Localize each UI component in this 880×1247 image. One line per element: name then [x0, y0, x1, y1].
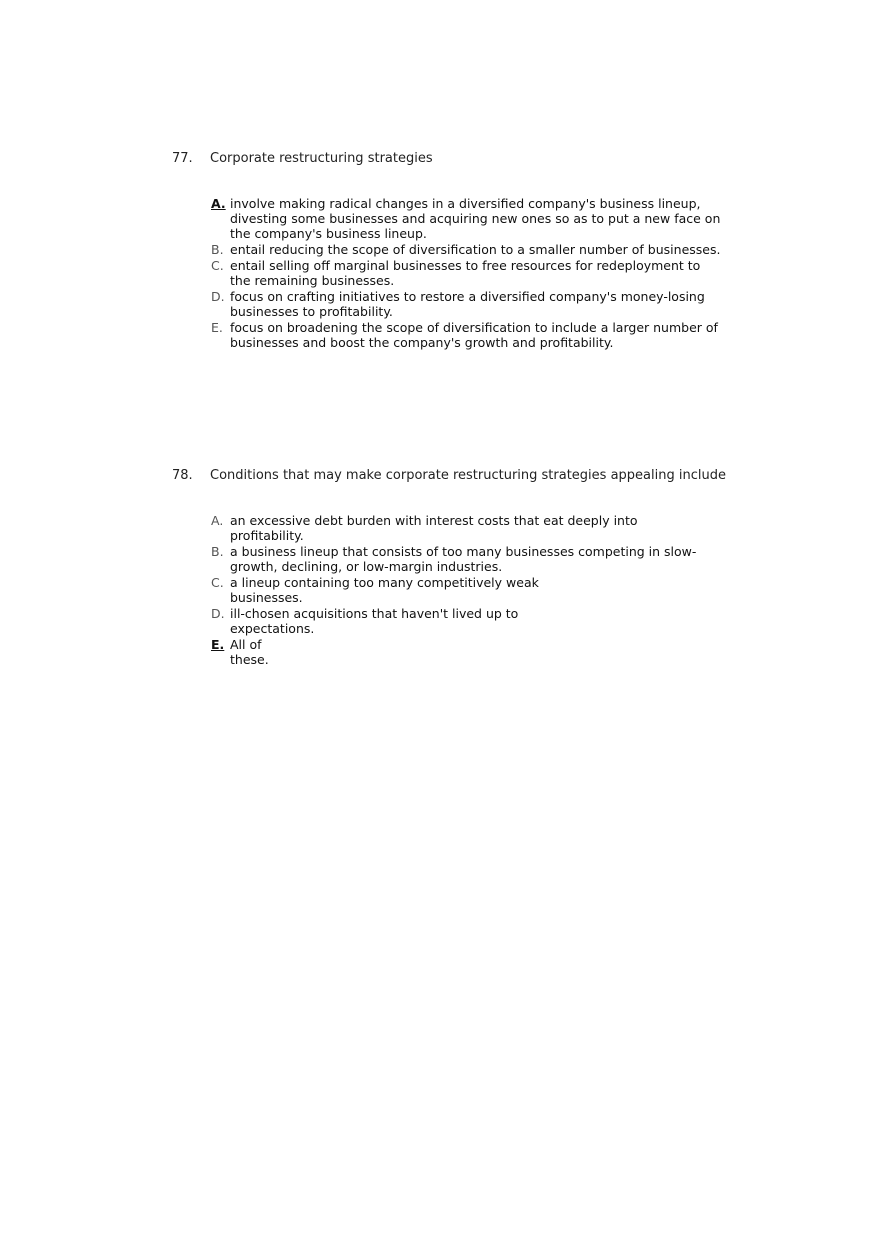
option-letter: E. — [211, 320, 223, 335]
option-text: focus on broadening the scope of diversification to include a larger number of businesses and boost the company's growth and profitability. — [230, 320, 718, 350]
question-stem — [172, 468, 732, 484]
answer-option-e — [211, 637, 732, 667]
answer-option-e — [211, 320, 732, 350]
answer-option-a — [211, 196, 732, 241]
question-77 — [172, 151, 732, 351]
option-letter-correct: A. — [211, 196, 226, 211]
option-letter-correct: E. — [211, 637, 225, 652]
option-text: ill-chosen acquisitions that haven't lived up to expectations. — [230, 606, 519, 636]
answer-option-b — [211, 544, 732, 574]
option-text: entail selling off marginal businesses to free resources for redeployment to the remaining businesses. — [230, 258, 701, 288]
question-text: Corporate restructuring strategies — [210, 151, 433, 166]
option-text: a business lineup that consists of too many businesses competing in slow-growth, declining, or low-margin industries. — [230, 544, 697, 574]
option-letter: B. — [211, 544, 224, 559]
question-text: Conditions that may make corporate restructuring strategies appealing include — [210, 468, 726, 483]
answer-option-b — [211, 242, 732, 257]
option-text: a lineup containing too many competitively weak businesses. — [230, 575, 539, 605]
answer-option-c — [211, 258, 732, 288]
option-letter: C. — [211, 575, 224, 590]
option-letter: C. — [211, 258, 224, 273]
question-number: 77. — [172, 151, 193, 166]
option-letter: D. — [211, 289, 225, 304]
option-letter: D. — [211, 606, 225, 621]
option-letter: B. — [211, 242, 224, 257]
question-number: 78. — [172, 468, 193, 483]
option-letter: A. — [211, 513, 224, 528]
option-text: entail reducing the scope of diversification to a smaller number of businesses. — [230, 242, 721, 257]
option-text: focus on crafting initiatives to restore a diversified company's money-losing businesses to profitability. — [230, 289, 705, 319]
question-stem — [172, 151, 732, 167]
answer-option-a — [211, 513, 732, 543]
question-78 — [172, 468, 732, 668]
answer-option-d — [211, 606, 732, 636]
answer-options — [211, 513, 732, 667]
option-text: involve making radical changes in a diversified company's business lineup, divesting some businesses and acquiring new ones so as to put a new face on the company's business lineup. — [230, 196, 721, 241]
option-text: All of these. — [230, 637, 269, 667]
answer-options — [211, 196, 732, 350]
answer-option-c — [211, 575, 732, 605]
option-text: an excessive debt burden with interest costs that eat deeply into profitability. — [230, 513, 638, 543]
answer-option-d — [211, 289, 732, 319]
